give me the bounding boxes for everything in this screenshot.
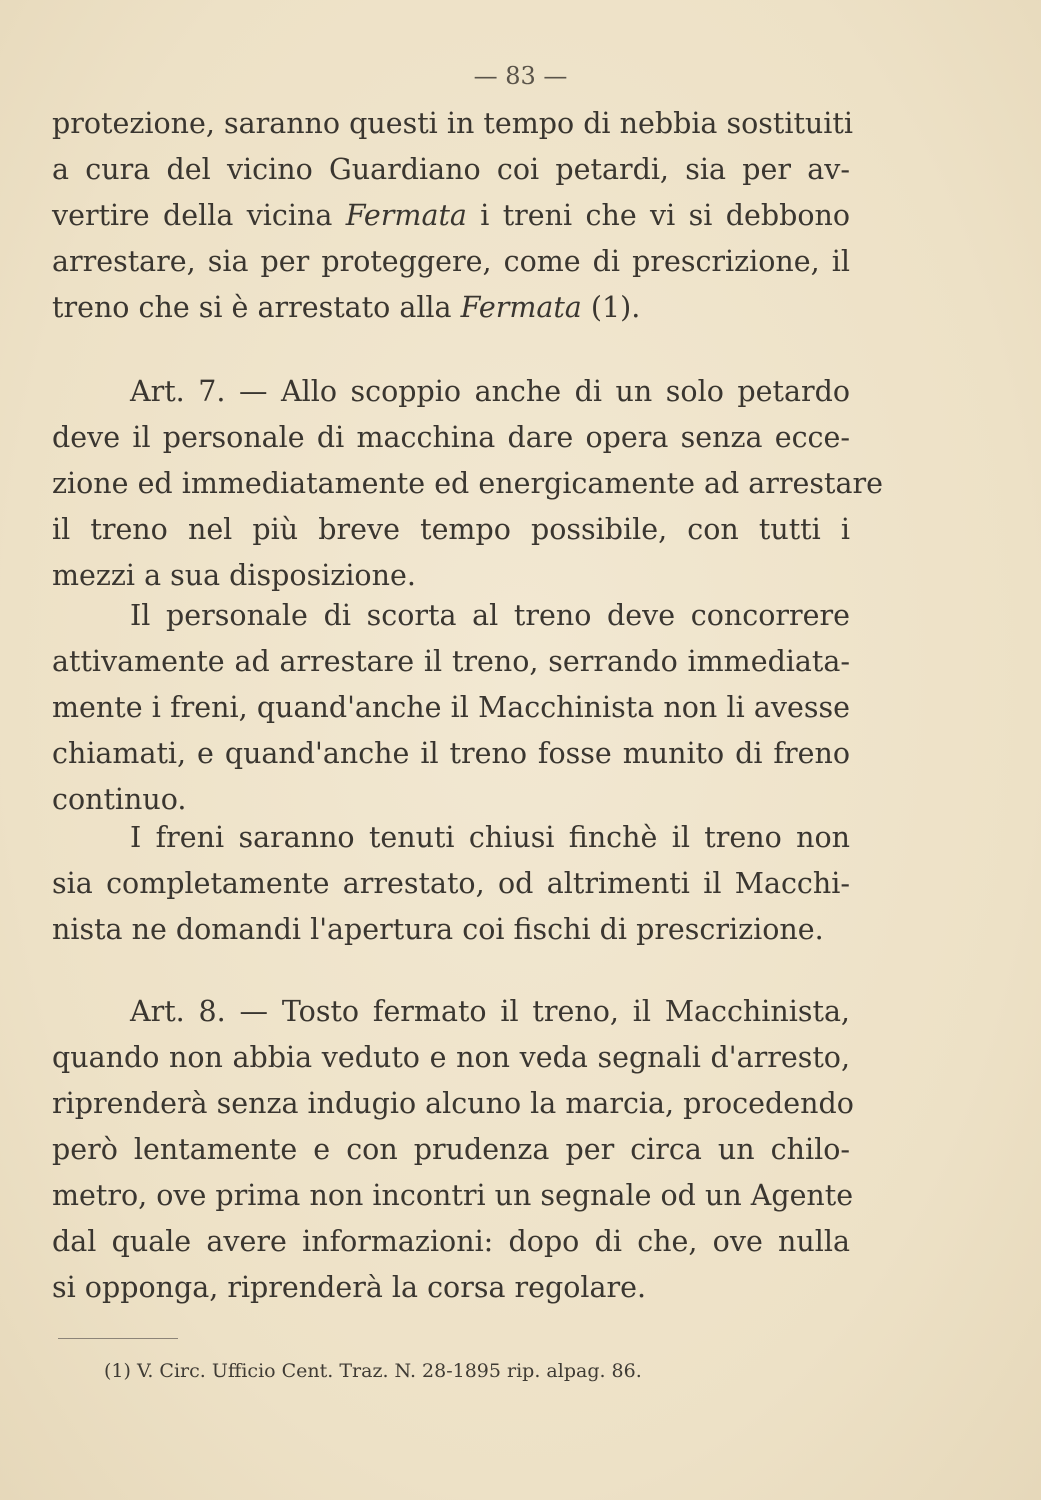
text-line: mente i freni, quand'anche il Macchinista non li avesse (52, 691, 850, 724)
text-line: treno che si è arrestato alla Fermata (1). (52, 291, 641, 324)
text-line: protezione, saranno questi in tempo di nebbia sostituiti (52, 107, 853, 140)
text-line: riprenderà senza indugio alcuno la marcia, procedendo (52, 1087, 854, 1120)
text-line: attivamente ad arrestare il treno, serrando immediata- (52, 645, 850, 678)
text-line: si opponga, riprenderà la corsa regolare. (52, 1271, 647, 1304)
text-line: metro, ove prima non incontri un segnale od un Agente (52, 1179, 854, 1212)
paragraph-start-line: Il personale di scorta al treno deve concorrere (130, 599, 850, 632)
italic-term: Fermata (345, 199, 467, 232)
text-line: nista ne domandi l'apertura coi fischi di prescrizione. (52, 913, 824, 946)
footnote: (1) V. Circ. Ufficio Cent. Traz. N. 28-1895 rip. alpag. 86. (104, 1360, 642, 1382)
text-line: deve il personale di macchina dare opera senza ecce- (52, 421, 850, 454)
text-line: a cura del vicino Guardiano coi petardi, sia per av- (52, 153, 850, 186)
text-line: continuo. (52, 783, 187, 816)
text-line: quando non abbia veduto e non veda segnali d'arresto, (52, 1041, 850, 1074)
text-line: arrestare, sia per proteggere, come di prescrizione, il (52, 245, 850, 278)
text-line: vertire della vicina Fermata i treni che vi si debbono (52, 199, 850, 232)
page-number: — 83 — (473, 62, 568, 90)
text-line: dal quale avere informazioni: dopo di che, ove nulla (52, 1225, 850, 1258)
article-heading-line: Art. 7. — Allo scoppio anche di un solo petardo (130, 375, 850, 408)
italic-term: Fermata (460, 291, 582, 324)
text-line: il treno nel più breve tempo possibile, con tutti i (52, 513, 850, 546)
paragraph-start-line: I freni saranno tenuti chiusi finchè il treno non (130, 821, 850, 854)
text-line: mezzi a sua disposizione. (52, 559, 416, 592)
text-line: però lentamente e con prudenza per circa un chilo- (52, 1133, 850, 1166)
text-line: sia completamente arrestato, od altrimenti il Macchi- (52, 867, 850, 900)
text-line: chiamati, e quand'anche il treno fosse munito di freno (52, 737, 850, 770)
footnote-divider (58, 1338, 178, 1339)
article-heading-line: Art. 8. — Tosto fermato il treno, il Macchinista, (130, 995, 850, 1028)
text-line: zione ed immediatamente ed energicamente ad arrestare (52, 467, 883, 500)
